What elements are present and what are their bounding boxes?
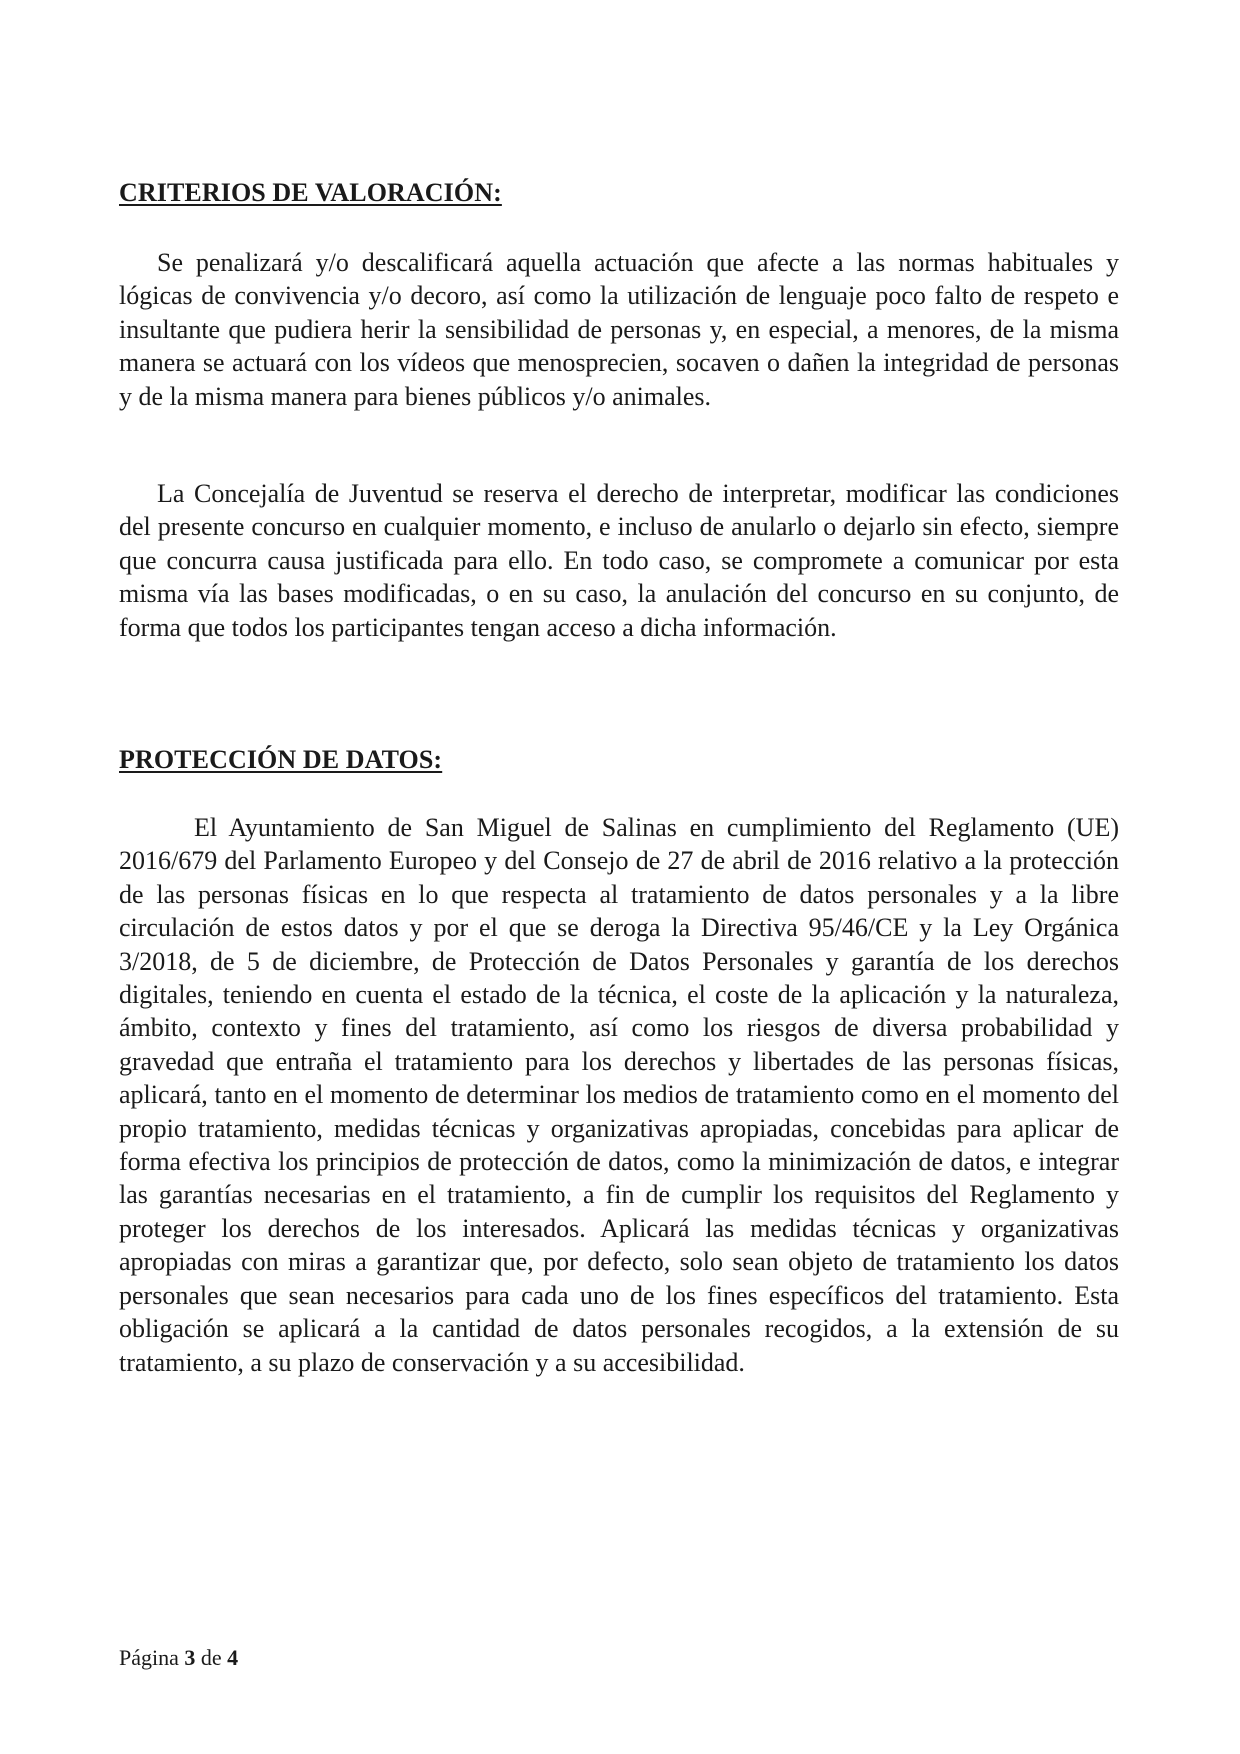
paragraph-concejalia: La Concejalía de Juventud se reserva el derecho de interpretar, modificar las condiciones del presente concurso en cualquier momento, e incluso de anularlo o dejarlo sin efecto, siempre que concurra causa justificada para ello. En todo caso, se compromete a comunicar por esta misma vía las bases modificadas, o en su caso, la anulación del concurso en su conjunto, de forma que todos los participantes tengan acceso a dicha información.: [119, 479, 1119, 642]
section-heading-proteccion-datos: PROTECCIÓN DE DATOS:: [119, 745, 443, 774]
paragraph-penalizacion: Se penalizará y/o descalificará aquella actuación que afecte a las normas habituales y lógicas de convivencia y/o decoro, así como la utilización de lenguaje poco falto de respeto e insultante que pudiera herir la sensibilidad de personas y, en especial, a menores, de la misma manera se actuará con los vídeos que menosprecien, socaven o dañen la integridad de personas y de la misma manera para bienes públicos y/o animales.: [119, 248, 1119, 411]
total-pages-number: 4: [227, 1645, 239, 1670]
current-page-number: 3: [184, 1645, 196, 1670]
section-heading-criterios: CRITERIOS DE VALORACIÓN:: [119, 178, 502, 207]
page-footer: [119, 1644, 238, 1672]
page-label: Página: [119, 1645, 179, 1670]
paragraph-proteccion-datos: El Ayuntamiento de San Miguel de Salinas en cumplimiento del Reglamento (UE) 2016/679 del Parlamento Europeo y del Consejo de 27 de abril de 2016 relativo a la protección de las personas físicas en lo que respecta al tratamiento de datos personales y a la libre circulación de estos datos y por el que se deroga la Directiva 95/46/CE y la Ley Orgánica 3/2018, de 5 de diciembre, de Protección de Datos Personales y garantía de los derechos digitales, teniendo en cuenta el estado de la técnica, el coste de la aplicación y la naturaleza, ámbito, contexto y fines del tratamiento, así como los riesgos de diversa probabilidad y gravedad que entraña el tratamiento para los derechos y libertades de las personas físicas, aplicará, tanto en el momento de determinar los medios de tratamiento como en el momento del propio tratamiento, medidas técnicas y organizativas apropiadas, concebidas para aplicar de forma efectiva los principios de protección de datos, como la minimización de datos, e integrar las garantías necesarias en el tratamiento, a fin de cumplir los requisitos del Reglamento y proteger los derechos de los interesados. Aplicará las medidas técnicas y organizativas apropiadas con miras a garantizar que, por defecto, solo sean objeto de tratamiento los datos personales que sean necesarios para cada uno de los fines específicos del tratamiento. Esta obligación se aplicará a la cantidad de datos personales recogidos, a la extensión de su tratamiento, a su plazo de conservación y a su accesibilidad.: [119, 813, 1119, 1377]
page-separator: de: [200, 1645, 222, 1670]
